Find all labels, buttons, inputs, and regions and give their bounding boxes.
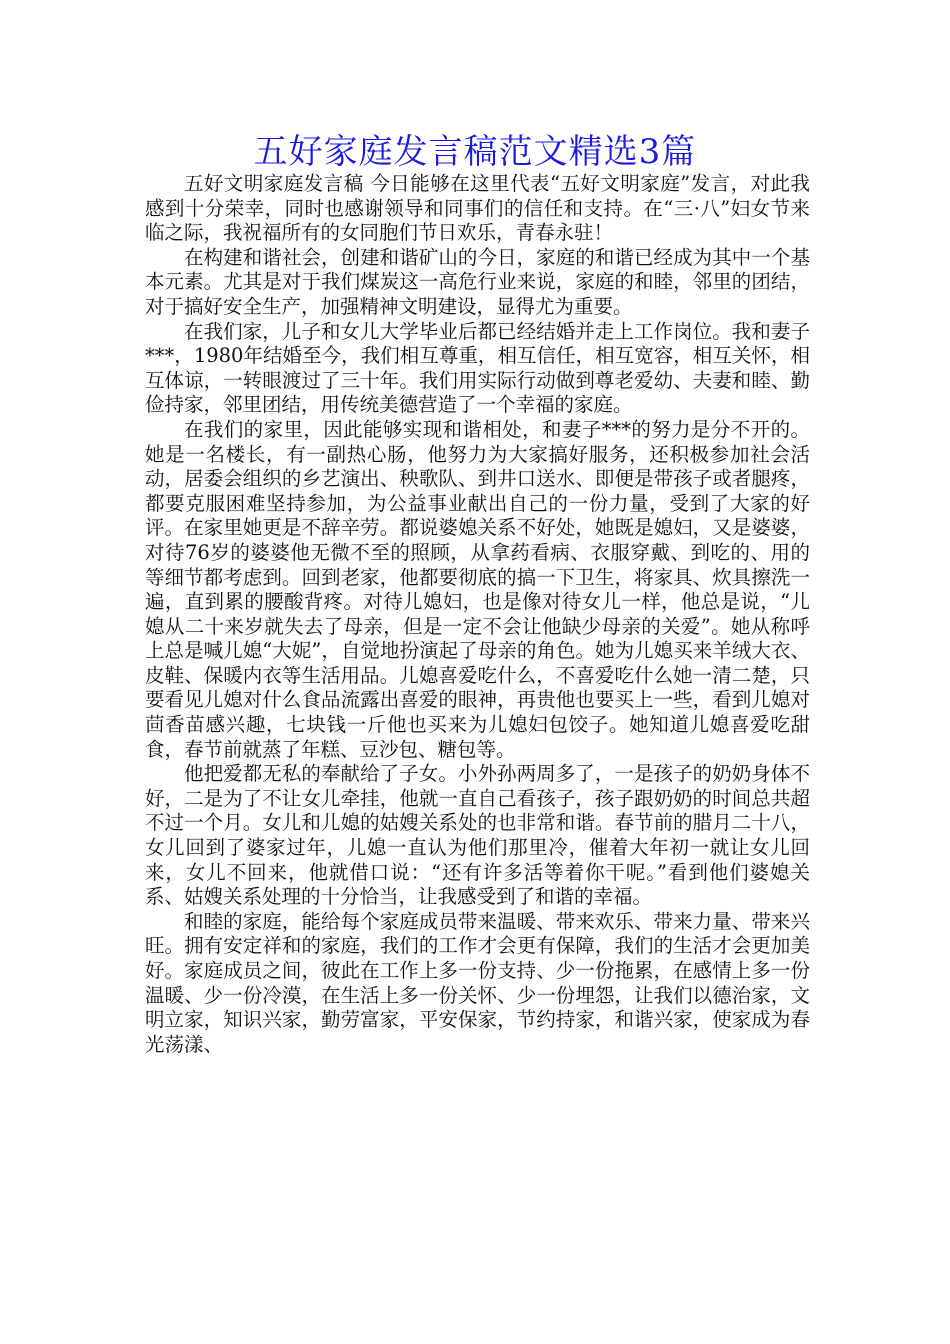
document-body (145, 172, 810, 1057)
document-title: 五好家庭发言稿范文精选3篇 (253, 132, 697, 172)
paragraph-4: 在我们的家里，因此能够实现和谐相处，和妻子***的努力是分不开的。她是一名楼长，有一副热心肠，他努力为大家搞好服务，还积极参加社会活动，居委会组织的乡艺演出、秧歌队、到井口送水、即便是带孩子或者腿疼，都要克服困难坚持参加，为公益事业献出自己的一份力量，受到了大家的好评。在家里她更是不辞辛劳。都说婆媳关系不好处，她既是媳妇，又是婆婆，对待76岁的婆婆他无微不至的照顾，从拿药看病、衣服穿戴、到吃的、用的等细节都考虑到。回到老家，他都要彻底的搞一下卫生，将家具、炊具擦洗一遍，直到累的腰酸背疼。对待儿媳妇，也是像对待女儿一样，他总是说，“儿媳从二十来岁就失去了母亲，但是一定不会让他缺少母亲的关爱”。她从称呼上总是喊儿媳“大妮”，自觉地扮演起了母亲的角色。她为儿媳买来羊绒大衣、皮鞋、保暖内衣等生活用品。儿媳喜爱吃什么，不喜爱吃什么她一清二楚，只要看见儿媳对什么食品流露出喜爱的眼神，再贵他也要买上一些，看到儿媳对茴香苗感兴趣，七块钱一斤他也买来为儿媳妇包饺子。她知道儿媳喜爱吃甜食，春节前就蒸了年糕、豆沙包、糖包等。 (145, 417, 810, 761)
paragraph-2: 在构建和谐社会，创建和谐矿山的今日，家庭的和谐已经成为其中一个基本元素。尤其是对于我们煤炭这一高危行业来说，家庭的和睦，邻里的团结，对于搞好安全生产，加强精神文明建设，显得尤为重要。 (145, 245, 810, 318)
paragraph-6: 和睦的家庭，能给每个家庭成员带来温暖、带来欢乐、带来力量、带来兴旺。拥有安定祥和的家庭，我们的工作才会更有保障，我们的生活才会更加美好。家庭成员之间，彼此在工作上多一份支持、少一份拖累，在感情上多一份温暖、少一份冷漠，在生活上多一份关怀、少一份埋怨，让我们以德治家，文明立家，知识兴家，勤劳富家，平安保家，节约持家，和谐兴家，使家成为春光荡漾、 (145, 909, 810, 1056)
paragraph-3: 在我们家，儿子和女儿大学毕业后都已经结婚并走上工作岗位。我和妻子***，1980年结婚至今，我们相互尊重，相互信任，相互宽容，相互关怀，相互体谅，一转眼渡过了三十年。我们用实际行动做到尊老爱幼、夫妻和睦、勤俭持家，邻里团结，用传统美德营造了一个幸福的家庭。 (145, 319, 810, 417)
paragraph-5: 他把爱都无私的奉献给了子女。小外孙两周多了，一是孩子的奶奶身体不好，二是为了不让女儿牵挂，他就一直自己看孩子，孩子跟奶奶的时间总共超不过一个月。女儿和儿媳的姑嫂关系处的也非常和谐。春节前的腊月二十八，女儿回到了婆家过年，儿媳一直认为他们那里冷，催着大年初一就让女儿回来，女儿不回来，他就借口说：“还有许多活等着你干呢。”看到他们婆媳关系、姑嫂关系处理的十分恰当，让我感受到了和谐的幸福。 (145, 762, 810, 909)
paragraph-1: 五好文明家庭发言稿 今日能够在这里代表“五好文明家庭”发言，对此我感到十分荣幸，同时也感谢领导和同事们的信任和支持。在“三·八”妇女节来临之际，我祝福所有的女同胞们节日欢乐，青春永驻！ (145, 172, 810, 245)
